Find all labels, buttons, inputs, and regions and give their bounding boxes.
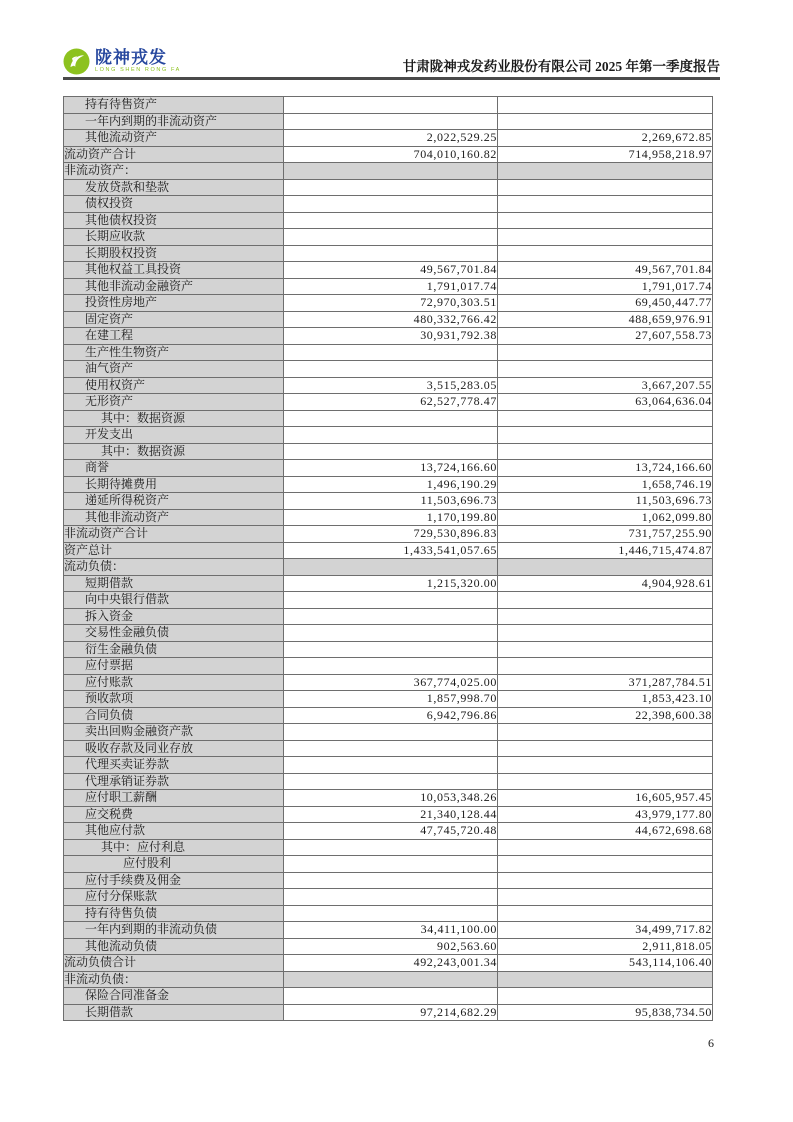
table-row xyxy=(64,245,713,262)
prior-period-value-cell: 714,958,218.97 xyxy=(498,146,713,163)
prior-period-value-cell xyxy=(498,757,713,774)
table-row xyxy=(64,674,713,691)
item-label-cell: 生产性生物资产 xyxy=(64,344,284,361)
current-period-value-cell xyxy=(284,179,498,196)
prior-period-value-cell xyxy=(498,740,713,757)
current-period-value-cell xyxy=(284,757,498,774)
current-period-value-cell: 1,496,190.29 xyxy=(284,476,498,493)
table-row xyxy=(64,311,713,328)
current-period-value-cell xyxy=(284,988,498,1005)
item-label-cell: 长期股权投资 xyxy=(64,245,284,262)
item-label-cell: 无形资产 xyxy=(64,394,284,411)
table-row xyxy=(64,658,713,675)
current-period-value-cell: 49,567,701.84 xyxy=(284,262,498,279)
prior-period-value-cell: 731,757,255.90 xyxy=(498,526,713,543)
table-row xyxy=(64,196,713,213)
current-period-value-cell: 97,214,682.29 xyxy=(284,1004,498,1021)
prior-period-value-cell: 49,567,701.84 xyxy=(498,262,713,279)
page-header xyxy=(63,42,720,76)
item-label-cell: 固定资产 xyxy=(64,311,284,328)
table-row xyxy=(64,592,713,609)
current-period-value-cell xyxy=(284,427,498,444)
current-period-value-cell xyxy=(284,97,498,114)
item-label-cell: 发放贷款和垫款 xyxy=(64,179,284,196)
prior-period-value-cell xyxy=(498,608,713,625)
prior-period-value-cell: 16,605,957.45 xyxy=(498,790,713,807)
current-period-value-cell xyxy=(284,113,498,130)
item-label-cell: 商誉 xyxy=(64,460,284,477)
item-label-cell: 在建工程 xyxy=(64,328,284,345)
prior-period-value-cell xyxy=(498,872,713,889)
prior-period-value-cell xyxy=(498,773,713,790)
current-period-value-cell xyxy=(284,212,498,229)
current-period-value-cell: 1,791,017.74 xyxy=(284,278,498,295)
item-label-cell: 衍生金融负债 xyxy=(64,641,284,658)
item-label-cell: 其他应付款 xyxy=(64,823,284,840)
item-label-cell: 卖出回购金融资产款 xyxy=(64,724,284,741)
current-period-value-cell: 1,170,199.80 xyxy=(284,509,498,526)
table-row xyxy=(64,823,713,840)
prior-period-value-cell: 371,287,784.51 xyxy=(498,674,713,691)
current-period-value-cell xyxy=(284,245,498,262)
table-row xyxy=(64,757,713,774)
item-label-cell: 应付票据 xyxy=(64,658,284,675)
current-period-value-cell xyxy=(284,625,498,642)
logo-text-block xyxy=(95,49,181,74)
table-row xyxy=(64,1004,713,1021)
prior-period-value-cell xyxy=(498,839,713,856)
current-period-value-cell: 6,942,796.86 xyxy=(284,707,498,724)
current-period-value-cell: 1,215,320.00 xyxy=(284,575,498,592)
table-row xyxy=(64,889,713,906)
current-period-value-cell: 367,774,025.00 xyxy=(284,674,498,691)
prior-period-value-cell: 543,114,106.40 xyxy=(498,955,713,972)
item-label-cell: 持有待售资产 xyxy=(64,97,284,114)
brand-name-en: LONG SHEN RONG FA xyxy=(95,67,181,74)
logo-bird-icon xyxy=(63,48,90,75)
current-period-value-cell xyxy=(284,361,498,378)
current-period-value-cell: 480,332,766.42 xyxy=(284,311,498,328)
table-row xyxy=(64,443,713,460)
table-row xyxy=(64,691,713,708)
table-row xyxy=(64,856,713,873)
current-period-value-cell: 1,433,541,057.65 xyxy=(284,542,498,559)
current-period-value-cell xyxy=(284,344,498,361)
table-row xyxy=(64,377,713,394)
prior-period-value-cell xyxy=(498,856,713,873)
prior-period-value-cell xyxy=(498,889,713,906)
company-logo xyxy=(63,48,181,75)
prior-period-value-cell: 1,446,715,474.87 xyxy=(498,542,713,559)
item-label-cell: 一年内到期的非流动负债 xyxy=(64,922,284,939)
prior-period-value-cell xyxy=(498,97,713,114)
balance-sheet-table xyxy=(63,96,713,1021)
item-label-cell: 短期借款 xyxy=(64,575,284,592)
balance-sheet-body xyxy=(64,97,713,1021)
prior-period-value-cell xyxy=(498,344,713,361)
prior-period-value-cell: 69,450,447.77 xyxy=(498,295,713,312)
item-label-cell: 其中：数据资源 xyxy=(64,443,284,460)
table-row xyxy=(64,608,713,625)
page-number: 6 xyxy=(708,1036,714,1050)
current-period-value-cell: 11,503,696.73 xyxy=(284,493,498,510)
prior-period-value-cell: 1,791,017.74 xyxy=(498,278,713,295)
table-row xyxy=(64,905,713,922)
table-row xyxy=(64,146,713,163)
prior-period-value-cell xyxy=(498,229,713,246)
table-row xyxy=(64,509,713,526)
prior-period-value-cell: 1,658,746.19 xyxy=(498,476,713,493)
item-label-cell: 递延所得税资产 xyxy=(64,493,284,510)
item-label-cell: 预收款项 xyxy=(64,691,284,708)
current-period-value-cell: 34,411,100.00 xyxy=(284,922,498,939)
item-label-cell: 其中：数据资源 xyxy=(64,410,284,427)
table-row xyxy=(64,790,713,807)
report-title: 甘肃陇神戎发药业股份有限公司 2025 年第一季度报告 xyxy=(402,58,720,74)
item-label-cell: 流动负债合计 xyxy=(64,955,284,972)
item-label-cell: 长期待摊费用 xyxy=(64,476,284,493)
current-period-value-cell xyxy=(284,872,498,889)
item-label-cell: 吸收存款及同业存放 xyxy=(64,740,284,757)
prior-period-value-cell: 27,607,558.73 xyxy=(498,328,713,345)
item-label-cell: 长期应收款 xyxy=(64,229,284,246)
table-row xyxy=(64,839,713,856)
prior-period-value-cell: 95,838,734.50 xyxy=(498,1004,713,1021)
current-period-value-cell: 21,340,128.44 xyxy=(284,806,498,823)
current-period-value-cell xyxy=(284,740,498,757)
item-label-cell: 其他非流动金融资产 xyxy=(64,278,284,295)
item-label-cell: 非流动资产合计 xyxy=(64,526,284,543)
table-row xyxy=(64,872,713,889)
current-period-value-cell xyxy=(284,592,498,609)
prior-period-value-cell xyxy=(498,641,713,658)
current-period-value-cell xyxy=(284,839,498,856)
table-row xyxy=(64,179,713,196)
item-label-cell: 使用权资产 xyxy=(64,377,284,394)
item-label-cell: 油气资产 xyxy=(64,361,284,378)
item-label-cell: 应付手续费及佣金 xyxy=(64,872,284,889)
prior-period-value-cell: 1,062,099.80 xyxy=(498,509,713,526)
item-label-cell: 资产总计 xyxy=(64,542,284,559)
prior-period-value-cell xyxy=(498,971,713,988)
prior-period-value-cell xyxy=(498,410,713,427)
item-label-cell: 向中央银行借款 xyxy=(64,592,284,609)
current-period-value-cell xyxy=(284,658,498,675)
prior-period-value-cell xyxy=(498,559,713,576)
table-row xyxy=(64,773,713,790)
prior-period-value-cell: 488,659,976.91 xyxy=(498,311,713,328)
prior-period-value-cell: 11,503,696.73 xyxy=(498,493,713,510)
prior-period-value-cell: 2,269,672.85 xyxy=(498,130,713,147)
item-label-cell: 其他非流动资产 xyxy=(64,509,284,526)
current-period-value-cell: 902,563.60 xyxy=(284,938,498,955)
item-label-cell: 流动负债： xyxy=(64,559,284,576)
current-period-value-cell xyxy=(284,724,498,741)
table-row xyxy=(64,971,713,988)
table-row xyxy=(64,361,713,378)
item-label-cell: 合同负债 xyxy=(64,707,284,724)
prior-period-value-cell xyxy=(498,196,713,213)
item-label-cell: 其他流动资产 xyxy=(64,130,284,147)
prior-period-value-cell xyxy=(498,625,713,642)
prior-period-value-cell: 34,499,717.82 xyxy=(498,922,713,939)
current-period-value-cell: 729,530,896.83 xyxy=(284,526,498,543)
prior-period-value-cell: 43,979,177.80 xyxy=(498,806,713,823)
current-period-value-cell: 47,745,720.48 xyxy=(284,823,498,840)
item-label-cell: 投资性房地产 xyxy=(64,295,284,312)
table-row xyxy=(64,922,713,939)
current-period-value-cell xyxy=(284,773,498,790)
prior-period-value-cell xyxy=(498,905,713,922)
current-period-value-cell: 13,724,166.60 xyxy=(284,460,498,477)
current-period-value-cell xyxy=(284,443,498,460)
item-label-cell: 开发支出 xyxy=(64,427,284,444)
table-row xyxy=(64,476,713,493)
table-row xyxy=(64,641,713,658)
table-row xyxy=(64,229,713,246)
prior-period-value-cell xyxy=(498,658,713,675)
prior-period-value-cell: 44,672,698.68 xyxy=(498,823,713,840)
prior-period-value-cell xyxy=(498,179,713,196)
item-label-cell: 应付职工薪酬 xyxy=(64,790,284,807)
current-period-value-cell: 30,931,792.38 xyxy=(284,328,498,345)
table-row xyxy=(64,806,713,823)
current-period-value-cell xyxy=(284,229,498,246)
current-period-value-cell xyxy=(284,856,498,873)
current-period-value-cell xyxy=(284,410,498,427)
current-period-value-cell: 704,010,160.82 xyxy=(284,146,498,163)
item-label-cell: 保险合同准备金 xyxy=(64,988,284,1005)
table-row xyxy=(64,212,713,229)
brand-name-cn: 陇神戎发 xyxy=(95,48,167,68)
table-row xyxy=(64,113,713,130)
item-label-cell: 其中：应付利息 xyxy=(64,839,284,856)
current-period-value-cell: 62,527,778.47 xyxy=(284,394,498,411)
item-label-cell: 交易性金融负债 xyxy=(64,625,284,642)
current-period-value-cell: 2,022,529.25 xyxy=(284,130,498,147)
item-label-cell: 其他债权投资 xyxy=(64,212,284,229)
prior-period-value-cell xyxy=(498,724,713,741)
current-period-value-cell xyxy=(284,641,498,658)
table-row xyxy=(64,955,713,972)
prior-period-value-cell xyxy=(498,163,713,180)
item-label-cell: 非流动负债： xyxy=(64,971,284,988)
table-row xyxy=(64,938,713,955)
table-row xyxy=(64,344,713,361)
item-label-cell: 债权投资 xyxy=(64,196,284,213)
prior-period-value-cell xyxy=(498,988,713,1005)
table-row xyxy=(64,724,713,741)
prior-period-value-cell: 4,904,928.61 xyxy=(498,575,713,592)
table-row xyxy=(64,130,713,147)
table-row xyxy=(64,625,713,642)
current-period-value-cell: 3,515,283.05 xyxy=(284,377,498,394)
prior-period-value-cell: 63,064,636.04 xyxy=(498,394,713,411)
item-label-cell: 其他流动负债 xyxy=(64,938,284,955)
table-row xyxy=(64,97,713,114)
current-period-value-cell xyxy=(284,559,498,576)
table-row xyxy=(64,988,713,1005)
item-label-cell: 代理买卖证券款 xyxy=(64,757,284,774)
current-period-value-cell: 492,243,001.34 xyxy=(284,955,498,972)
item-label-cell: 应付股利 xyxy=(64,856,284,873)
item-label-cell: 长期借款 xyxy=(64,1004,284,1021)
header-divider-line xyxy=(63,77,720,80)
current-period-value-cell xyxy=(284,889,498,906)
current-period-value-cell xyxy=(284,163,498,180)
prior-period-value-cell: 3,667,207.55 xyxy=(498,377,713,394)
current-period-value-cell: 72,970,303.51 xyxy=(284,295,498,312)
item-label-cell: 代理承销证券款 xyxy=(64,773,284,790)
current-period-value-cell xyxy=(284,905,498,922)
table-row xyxy=(64,575,713,592)
table-row xyxy=(64,526,713,543)
prior-period-value-cell xyxy=(498,427,713,444)
item-label-cell: 流动资产合计 xyxy=(64,146,284,163)
prior-period-value-cell xyxy=(498,361,713,378)
prior-period-value-cell: 2,911,818.05 xyxy=(498,938,713,955)
table-row xyxy=(64,493,713,510)
current-period-value-cell xyxy=(284,971,498,988)
table-row xyxy=(64,410,713,427)
table-row xyxy=(64,707,713,724)
item-label-cell: 非流动资产： xyxy=(64,163,284,180)
table-row xyxy=(64,163,713,180)
item-label-cell: 其他权益工具投资 xyxy=(64,262,284,279)
item-label-cell: 持有待售负债 xyxy=(64,905,284,922)
prior-period-value-cell: 22,398,600.38 xyxy=(498,707,713,724)
table-row xyxy=(64,295,713,312)
table-row xyxy=(64,542,713,559)
table-row xyxy=(64,740,713,757)
table-row xyxy=(64,278,713,295)
table-row xyxy=(64,460,713,477)
item-label-cell: 应付账款 xyxy=(64,674,284,691)
current-period-value-cell xyxy=(284,608,498,625)
prior-period-value-cell xyxy=(498,113,713,130)
prior-period-value-cell xyxy=(498,443,713,460)
table-row xyxy=(64,394,713,411)
current-period-value-cell: 10,053,348.26 xyxy=(284,790,498,807)
item-label-cell: 拆入资金 xyxy=(64,608,284,625)
item-label-cell: 应交税费 xyxy=(64,806,284,823)
table-row xyxy=(64,328,713,345)
prior-period-value-cell xyxy=(498,592,713,609)
prior-period-value-cell xyxy=(498,245,713,262)
table-row xyxy=(64,559,713,576)
current-period-value-cell: 1,857,998.70 xyxy=(284,691,498,708)
table-row xyxy=(64,262,713,279)
prior-period-value-cell: 13,724,166.60 xyxy=(498,460,713,477)
prior-period-value-cell: 1,853,423.10 xyxy=(498,691,713,708)
item-label-cell: 一年内到期的非流动资产 xyxy=(64,113,284,130)
current-period-value-cell xyxy=(284,196,498,213)
item-label-cell: 应付分保账款 xyxy=(64,889,284,906)
table-row xyxy=(64,427,713,444)
prior-period-value-cell xyxy=(498,212,713,229)
